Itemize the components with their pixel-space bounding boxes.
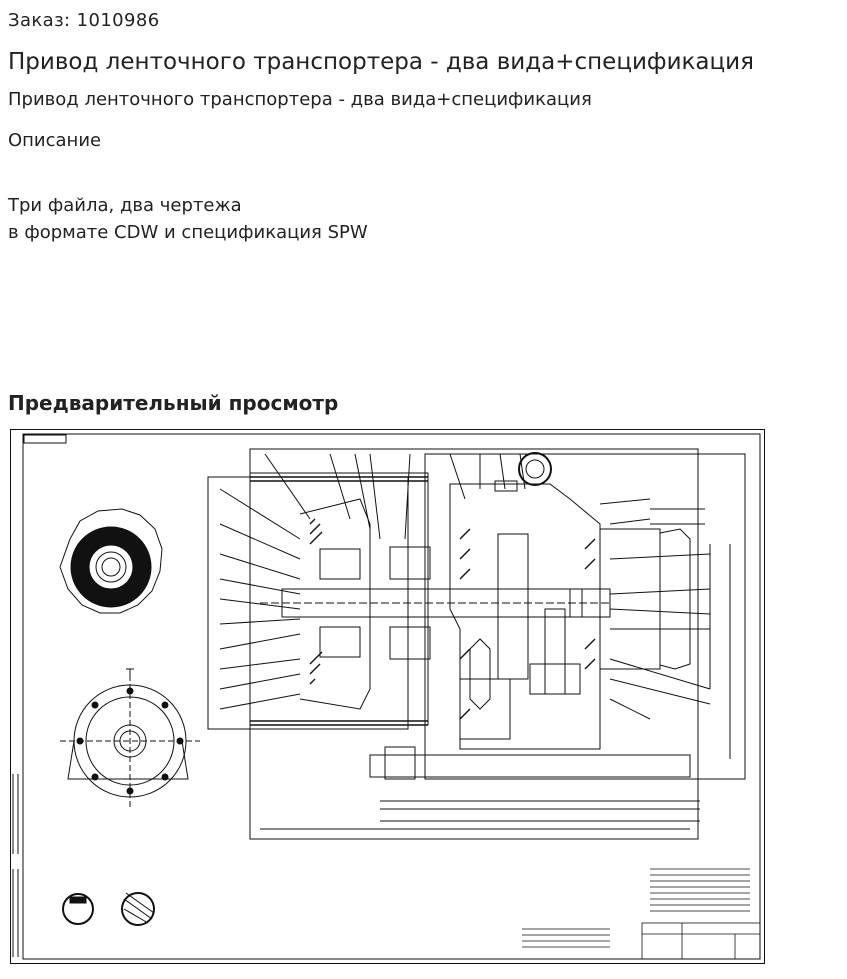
description-line: в формате CDW и спецификация SPW <box>8 222 368 243</box>
product-subtitle: Привод ленточного транспортера - два вида+спецификация <box>8 89 592 110</box>
product-title: Привод ленточного транспортера - два вида+спецификация <box>8 49 754 75</box>
order-number: Заказ: 1010986 <box>8 10 160 31</box>
drawing-preview-image[interactable] <box>10 429 765 964</box>
description-line: Три файла, два чертежа <box>8 195 242 216</box>
description-heading: Описание <box>8 130 102 151</box>
preview-heading: Предварительный просмотр <box>8 391 339 415</box>
